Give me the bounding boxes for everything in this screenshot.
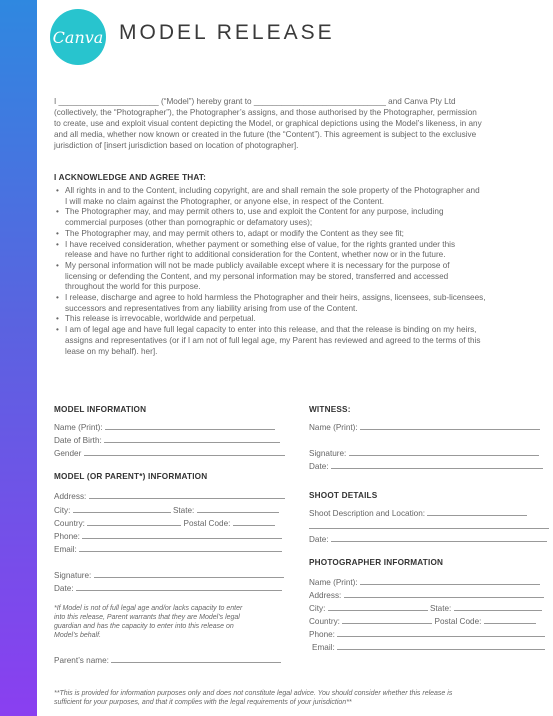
shoot-description-field[interactable]: Shoot Description and Location: [309, 507, 527, 518]
intro-paragraph [54, 96, 550, 151]
parent-city-field[interactable]: City: State: [54, 504, 279, 515]
sidebar-gradient [0, 0, 37, 716]
parent-country-field[interactable]: Country: Postal Code: [54, 517, 275, 528]
parent-date-field[interactable]: Date: [54, 582, 282, 593]
witness-heading: WITNESS: [309, 405, 351, 414]
intro-line: I ______________________ (“Model”) hereby grant to _____________________________ and Canva Pty Ltd [54, 97, 456, 106]
list-item: • I have received consideration, whether payment or something else of value, for the rights granted under this release and have no further right to additional consideration for the Content, whether now or in the future. [54, 240, 550, 261]
canva-logo [50, 9, 106, 65]
list-item: • The Photographer may, and may permit others to, adapt or modify the Content as they see fit; [54, 229, 550, 240]
logo-text: Canva [52, 27, 104, 47]
parent-phone-field[interactable]: Phone: [54, 530, 282, 541]
parent-address-field[interactable]: Address: [54, 490, 285, 501]
photographer-phone-field[interactable]: Phone: [309, 628, 545, 639]
parent-warranty-note: *If Model is not of full legal age and/or lacks capacity to enter into this release, Parent warrants that they are Model’s legal guardian and has the capacity to enter into this release on Model’s behalf. [54, 605, 243, 639]
photographer-city-field[interactable]: City: State: [309, 602, 542, 613]
list-item: • This release is irrevocable, worldwide and perpetual. [54, 314, 550, 325]
acknowledge-list [54, 186, 550, 357]
footer-disclaimer: **This is provided for information purposes only and does not constitute legal advice. You should consider whether this release is sufficient for your purposes, and that it complies with the legal requirements of your jurisdiction** [54, 690, 453, 706]
list-item: • I release, discharge and agree to hold harmless the Photographer and their heirs, assigns, licensees, sub-licensees, successors and representatives from any liability arising from use of the Content. [54, 293, 550, 314]
witness-date-field[interactable]: Date: [309, 460, 543, 471]
photographer-address-field[interactable]: Address: [309, 589, 544, 600]
photographer-country-field[interactable]: Country: Postal Code: [309, 615, 536, 626]
witness-signature-field[interactable]: Signature: [309, 447, 539, 458]
model-name-field[interactable]: Name (Print): [54, 421, 275, 432]
page-title: MODEL RELEASE [119, 21, 335, 44]
parent-info-heading: MODEL (OR PARENT*) INFORMATION [54, 472, 208, 481]
model-dob-field[interactable]: Date of Birth: [54, 434, 280, 445]
model-gender-field[interactable]: Gender [54, 447, 285, 458]
parents-name-field[interactable]: Parent’s name: [54, 654, 281, 665]
photographer-email-field[interactable]: Email: [312, 641, 545, 652]
photographer-name-field[interactable]: Name (Print): [309, 576, 540, 587]
parent-signature-field[interactable]: Signature: [54, 569, 284, 580]
photographer-info-heading: PHOTOGRAPHER INFORMATION [309, 558, 444, 567]
list-item: • I am of legal age and have full legal capacity to enter into this release, and that the release is binding on my heirs, assigns and representatives (or if I am not of full legal age, my Parent has reviewed and agreed to the terms of this lease on my behalf). her]. [54, 325, 550, 357]
list-item: • My personal information will not be made publicly available except where it is necessary for the purpose of licensing or defending the Content, and my personal information may be stored, transferred and accessed throughout the world for this purpose. [54, 261, 550, 293]
shoot-date-field[interactable]: Date: [309, 533, 547, 544]
parent-email-field[interactable]: Email: [54, 543, 282, 554]
shoot-details-heading: SHOOT DETAILS [309, 491, 378, 500]
intro-line: to create, use and exploit visual content depicting the Model, or graphical depictions using the Model’s likeness, in any [54, 119, 482, 128]
intro-line: jurisdiction of [insert jurisdiction based on location of photographer]. [54, 141, 299, 150]
model-info-heading: MODEL INFORMATION [54, 405, 147, 414]
intro-line: (collectively, the “Photographer”), the Photographer’s assigns, and those authorised by the Photographer, permission [54, 108, 477, 117]
list-item: • The Photographer may, and may permit others to, use and exploit the Content for any purpose, including commercial purposes (other than pornographic or defamatory uses); [54, 207, 550, 228]
shoot-description-line2[interactable] [309, 520, 549, 531]
list-item: • All rights in and to the Content, including copyright, are and shall remain the sole property of the Photographer and I will make no claim against the Photographer, or anyone else, in respect of the Content. [54, 186, 550, 207]
intro-line: and all media, whether now known or created in the future (the “Content”). This agreement is subject to the exclusive [54, 130, 477, 139]
witness-name-field[interactable]: Name (Print): [309, 421, 540, 432]
acknowledge-heading: I ACKNOWLEDGE AND AGREE THAT: [54, 173, 207, 182]
